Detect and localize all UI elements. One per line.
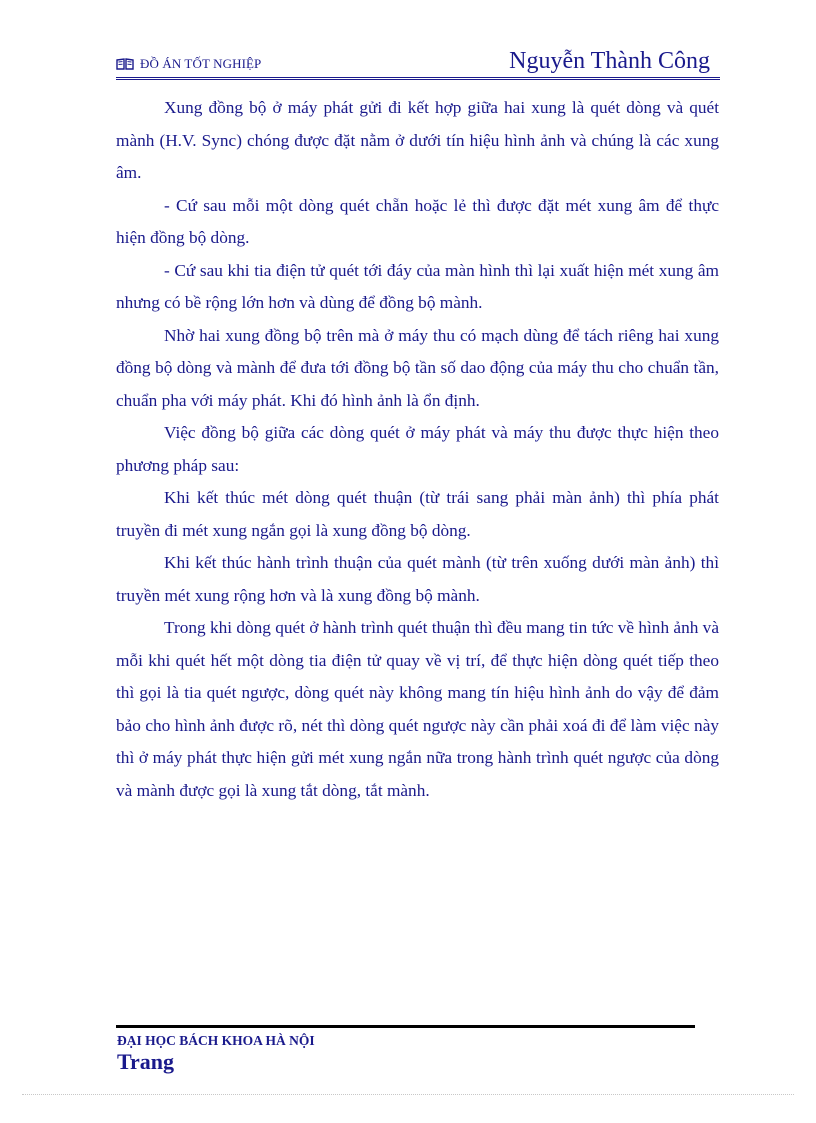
footer-divider	[116, 1025, 695, 1028]
page-header	[116, 46, 720, 80]
paragraph: - Cứ sau mỗi một dòng quét chẵn hoặc lẻ thì được đặt mét xung âm để thực hiện đồng bộ dòng.	[116, 195, 719, 247]
paragraph: Nhờ hai xung đồng bộ trên mà ở máy thu có mạch dùng để tách riêng hai xung đồng bộ dòng và mành để đưa tới đồng bộ tần số dao động của máy thu cho chuẩn tần, chuẩn pha với máy phát. Khi đó hình ảnh là ổn định.	[116, 325, 719, 410]
header-author: Nguyễn Thành Công	[509, 48, 710, 74]
header-divider	[116, 77, 720, 83]
paragraph: - Cứ sau khi tia điện tử quét tới đáy của màn hình thì lại xuất hiện mét xung âm nhưng có bề rộng lớn hơn và dùng để đồng bộ mành.	[116, 260, 719, 312]
book-icon	[116, 58, 134, 70]
footer-school: ĐẠI HỌC BÁCH KHOA HÀ NỘI	[117, 1033, 315, 1048]
paragraph: Xung đồng bộ ở máy phát gửi đi kết hợp giữa hai xung là quét dòng và quét mành (H.V. Sync) chóng được đặt nằm ở dưới tín hiệu hình ảnh và chúng là các xung âm.	[116, 98, 719, 182]
footer-page-label: Trang	[117, 1049, 175, 1074]
header-left	[116, 56, 261, 72]
paragraph: Khi kết thúc hành trình thuận của quét mành (từ trên xuống dưới màn ảnh) thì truyền mét xung rộng hơn và là xung đồng bộ mành.	[116, 553, 719, 605]
paragraph: Trong khi dòng quét ở hành trình quét thuận thì đều mang tin tức về hình ảnh và mỗi khi quét hết một dòng tia điện tử quay về vị trí, để thực hiện dòng quét tiếp theo thì gọi là tia quét ngược, dòng quét này không mang tín hiệu hình ảnh do vậy để đảm bảo cho hình ảnh được rõ, nét thì dòng quét ngược này cần phải xoá đi để làm việc này thì ở máy phát thực hiện gửi mét xung ngắn nữa trong hành trình quét ngược của dòng và mành được gọi là xung tắt dòng, tắt mành.	[116, 618, 719, 800]
document-body	[116, 92, 719, 807]
paragraph: Khi kết thúc mét dòng quét thuận (từ trái sang phải màn ảnh) thì phía phát truyền đi mét xung ngắn gọi là xung đồng bộ dòng.	[116, 488, 719, 540]
page-bottom-border	[22, 1094, 794, 1095]
paragraph: Việc đồng bộ giữa các dòng quét ở máy phát và máy thu được thực hiện theo phương pháp sau:	[116, 423, 719, 475]
header-title: ĐỒ ÁN TỐT NGHIỆP	[140, 56, 262, 71]
